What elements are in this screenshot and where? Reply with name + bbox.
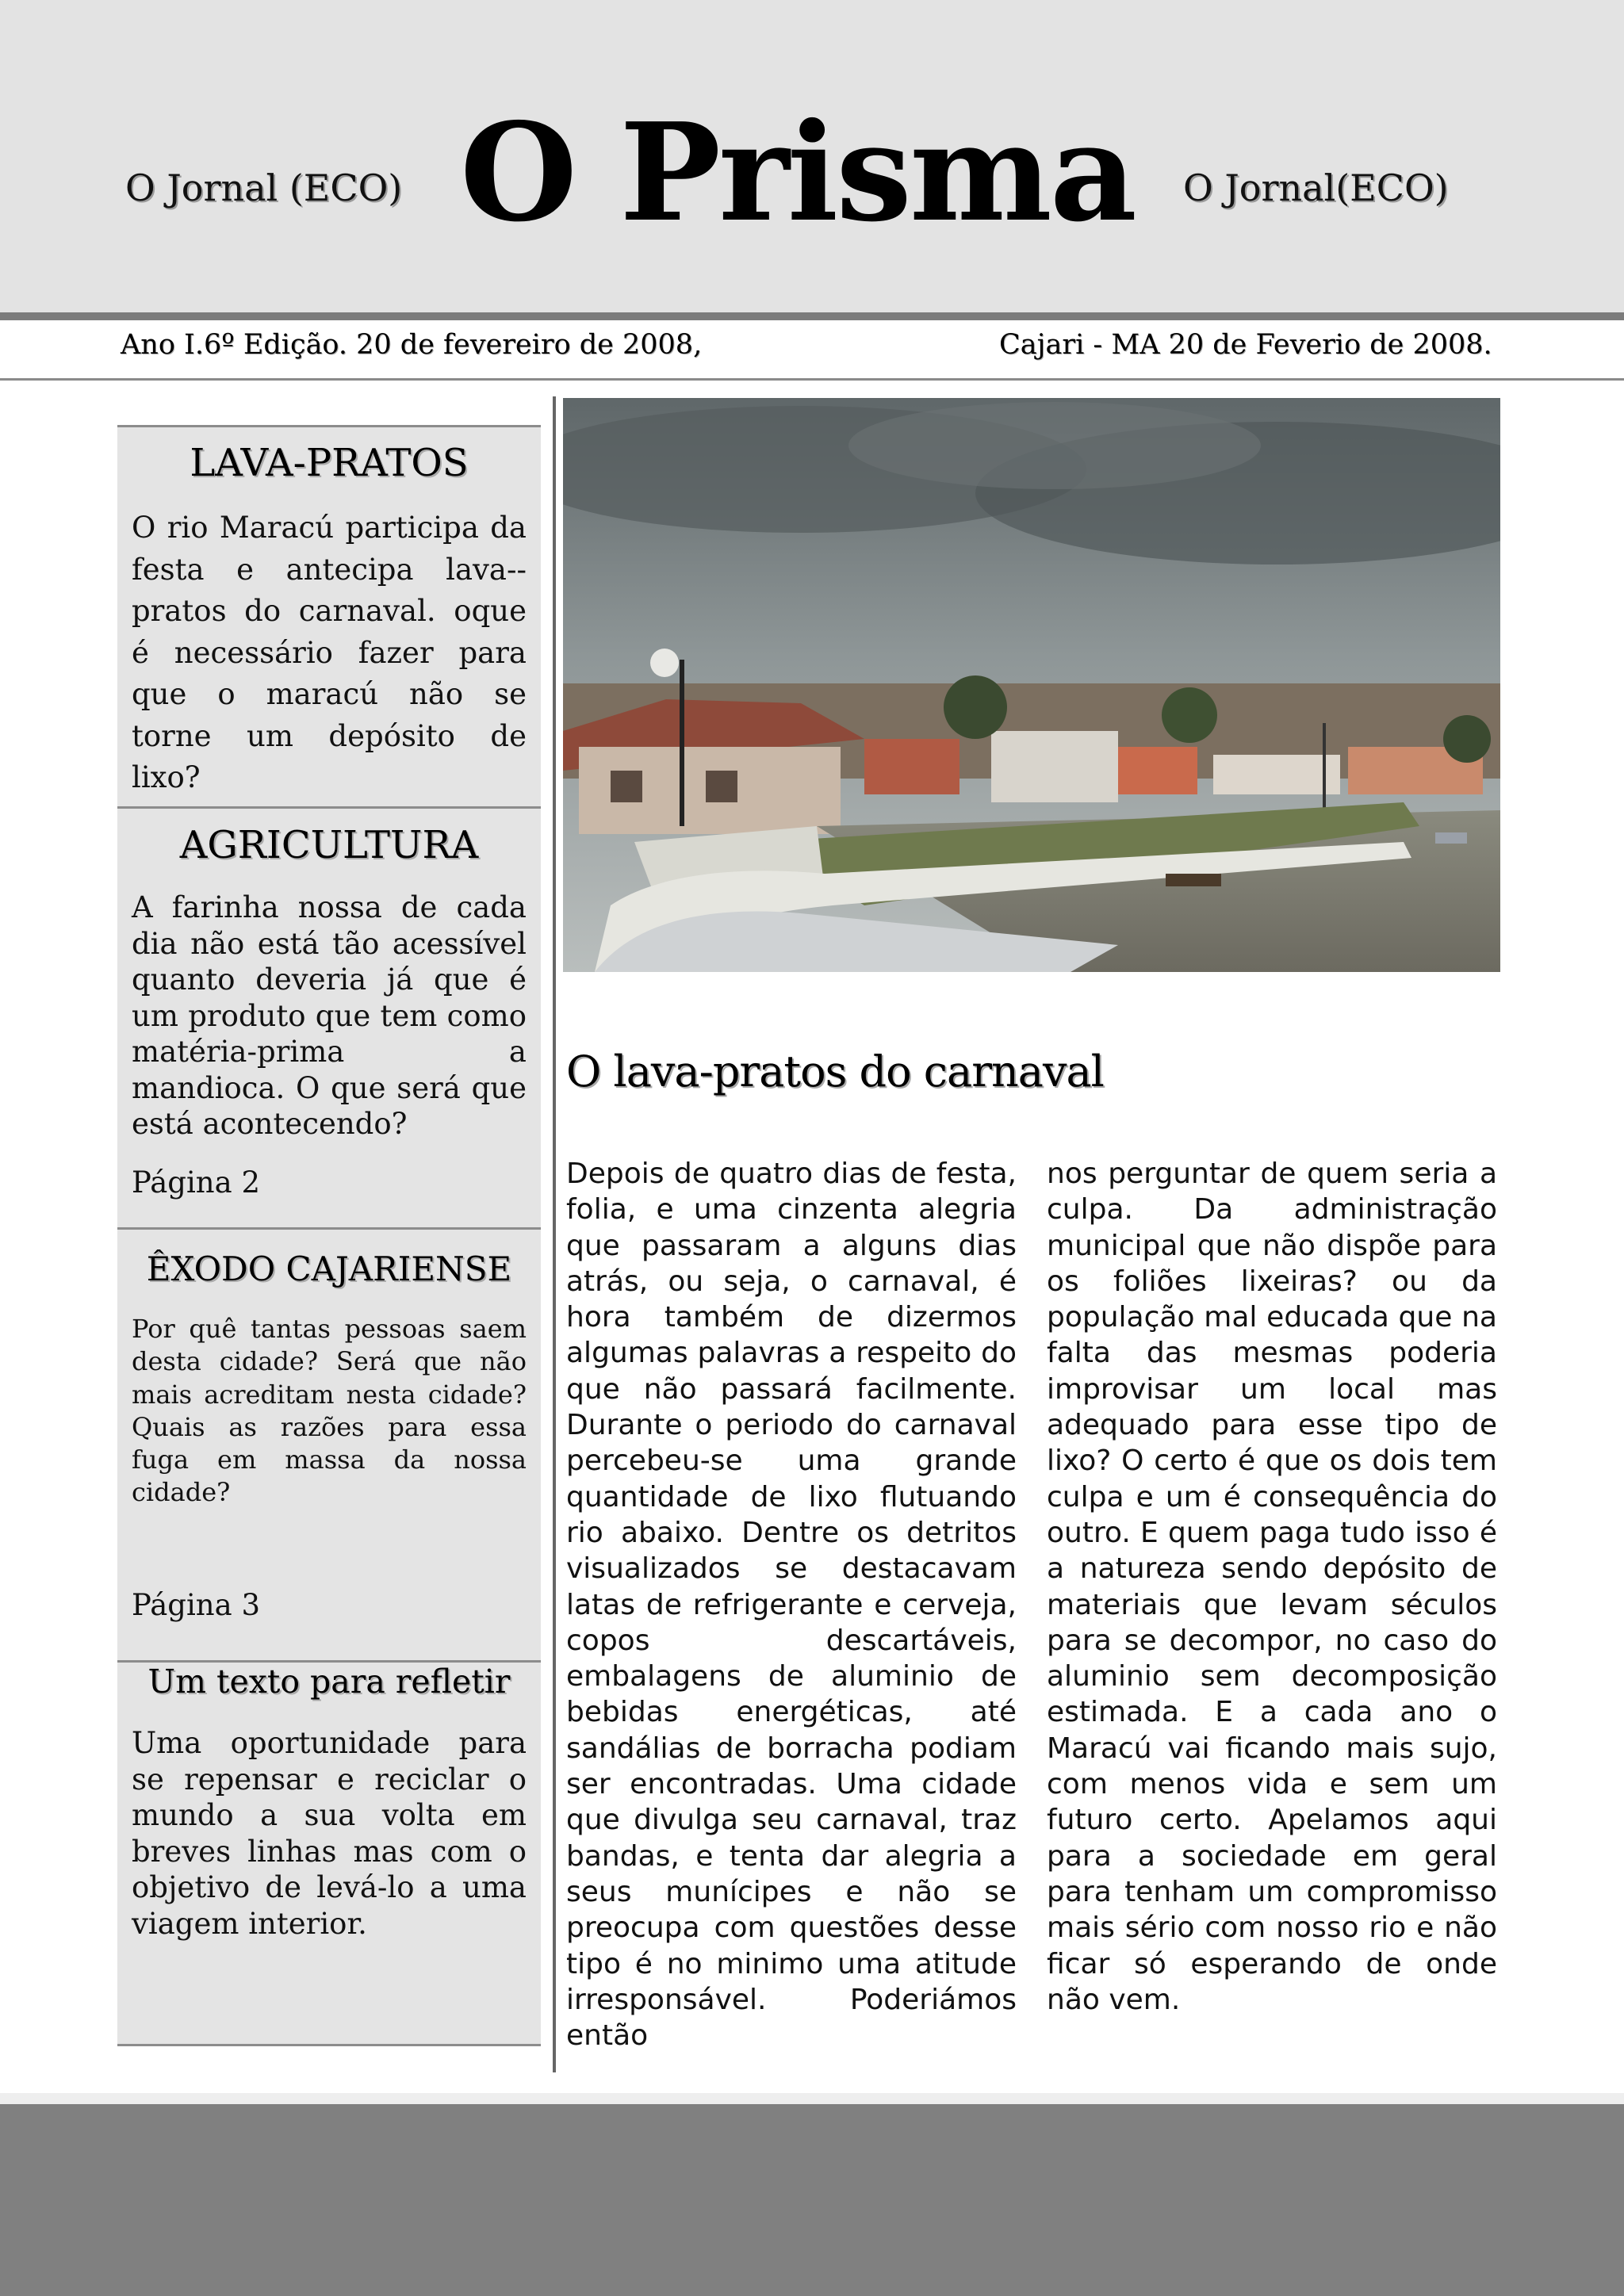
sidebar-divider [117, 806, 541, 809]
sidebar-heading-agricultura: AGRICULTURA [179, 823, 479, 867]
sidebar-page-ref-3[interactable]: Página 3 [132, 1588, 261, 1622]
article-headline: O lava-pratos do carnaval [566, 1047, 1104, 1096]
footer-gap [0, 2093, 1624, 2104]
riverside-town-image [563, 398, 1500, 972]
edition-dateline: Ano I.6º Edição. 20 de fevereiro de 2008, [121, 329, 703, 361]
article-column-1: Depois de quatro dias de festa, folia, e uma cinzenta alegria que passaram a alguns dias atrás, ou seja, o carnaval, é hora também de dizermos algumas palavras a respeito do que não passará facilmente. Durante o periodo do carnaval percebeu-se uma grande quantidade de lixo flutuando rio abaixo. Dentre os detritos visualizados se destacavam latas de refrigerante e cerveja, copos descartáveis, embalagens de aluminio de bebidas energéticas, até sandálias de borracha podiam ser encontradas. Uma cidade que divulga seu carnaval, traz bandas, e tenta dar alegria a seus munícipes e não se preocupa com questões desse tipo é no minimo uma atitude irresponsável. Poderiámos então [566, 1158, 1017, 2053]
sidebar-heading-refletir: Um texto para refletir [147, 1663, 511, 1701]
sidebar-body-agricultura: A farinha nossa de cada dia não está tão acessível quanto deveria já que é um produto que tem como matéria-prima a mandioca. O que será que está acontecendo? [132, 890, 527, 1141]
location-dateline: Cajari - MA 20 de Feverio de 2008. [999, 329, 1492, 361]
sidebar-heading-lava-pratos: LAVA-PRATOS [190, 441, 469, 485]
masthead-divider [0, 312, 1624, 320]
masthead-right-label: O Jornal(ECO) [1183, 166, 1449, 209]
sidebar-body-lava-pratos: O rio Maracú participa da festa e antecipa lava--pratos do carnaval. oque é necessário fazer para que o maracú não se torne um depósito de lixo? [132, 511, 527, 794]
sidebar-body-exodo: Por quê tantas pessoas saem desta cidade? Será que não mais acreditam nesta cidade? Quais as razões para essa fuga em massa da nossa cidade? [132, 1314, 527, 1508]
sidebar-body-refletir: Uma oportunidade para se repensar e reciclar o mundo a sua volta em breves linhas mas com o objetivo de levá-lo a uma viagem interior. [132, 1726, 527, 1941]
article-column-2: nos perguntar de quem seria a culpa. Da administração municipal que não dispõe para os foliões lixeiras? ou da população mal educada que na falta das mesmas poderia improvisar um local mas adequado para esse tipo de lixo? O certo é que os dois tem culpa e um é consequência do outro. E quem paga tudo isso é a natureza sendo depósito de materiais que levam séculos para se decompor, no caso do aluminio sem decomposição estimada. E a cada ano o Maracú vai ficando mais sujo, com menos vida e sem um futuro certo. Apelamos aqui para a sociedade em geral para tenham um compromisso mais sério com nosso rio e não ficar só esperando de onde não vem. [1047, 1158, 1497, 2016]
footer-bar [0, 2104, 1624, 2296]
river-photo [563, 398, 1500, 972]
dateline-divider [0, 378, 1624, 381]
newspaper-title: O Prisma [460, 94, 1135, 252]
sidebar-divider [117, 2044, 541, 2046]
sidebar-page-ref-2[interactable]: Página 2 [132, 1165, 261, 1200]
column-divider [553, 396, 556, 2072]
sidebar-heading-exodo: ÊXODO CAJARIENSE [146, 1249, 512, 1288]
masthead-left-label: O Jornal (ECO) [125, 166, 403, 209]
sidebar-divider [117, 425, 541, 427]
sidebar-divider [117, 1227, 541, 1230]
